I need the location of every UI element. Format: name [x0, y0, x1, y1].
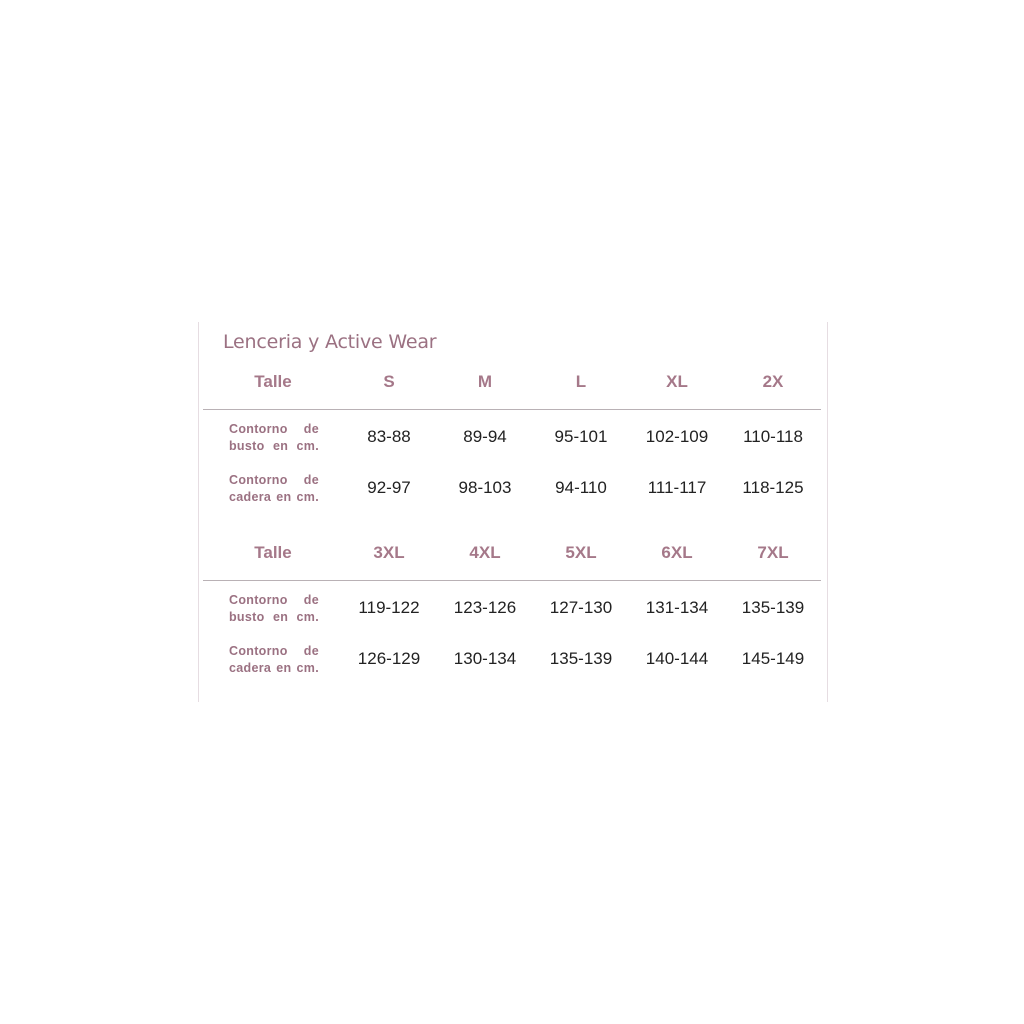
- table-cell: 110-118: [743, 427, 803, 446]
- row-label-line: busto en cm.: [229, 610, 319, 624]
- table-cell: 140-144: [645, 649, 709, 668]
- table-cell: 135-139: [549, 649, 613, 668]
- table-cell: 131-134: [645, 598, 709, 617]
- header-divider: [203, 580, 821, 581]
- size-table-1: [203, 370, 821, 521]
- header-size: 3XL: [373, 543, 405, 562]
- table-cell: 123-126: [453, 598, 517, 617]
- table-cell: 95-101: [554, 427, 608, 446]
- table-cell: 118-125: [742, 478, 804, 497]
- chart-title: Lenceria y Active Wear: [223, 331, 437, 353]
- header-size: S: [383, 372, 395, 391]
- header-talle: Talle: [254, 543, 292, 562]
- table-cell: 145-149: [741, 649, 805, 668]
- table-row: [203, 590, 821, 641]
- table-cell: 135-139: [741, 598, 805, 617]
- row-label: [229, 472, 319, 506]
- table-header-row: [203, 370, 821, 409]
- table-row: [203, 641, 821, 692]
- row-label-line: Contorno de: [229, 644, 319, 658]
- table-header-row: [203, 541, 821, 580]
- table-cell: 126-129: [357, 649, 421, 668]
- table-cell: 98-103: [458, 478, 512, 497]
- row-label: [229, 592, 319, 626]
- table-cell: 94-110: [555, 478, 607, 497]
- row-label: [229, 643, 319, 677]
- table-cell: 119-122: [358, 598, 420, 617]
- header-size: L: [575, 372, 587, 391]
- header-size: 5XL: [565, 543, 597, 562]
- table-cell: 92-97: [367, 478, 411, 497]
- table-row: [203, 419, 821, 470]
- table-cell: 111-117: [647, 478, 707, 497]
- table-cell: 130-134: [453, 649, 517, 668]
- header-divider: [203, 409, 821, 410]
- size-chart-card: [198, 322, 828, 702]
- row-label-line: cadera en cm.: [229, 490, 319, 504]
- table-cell: 102-109: [645, 427, 709, 446]
- header-size: 4XL: [469, 543, 501, 562]
- size-table-2: [203, 541, 821, 692]
- row-label-line: busto en cm.: [229, 439, 319, 453]
- table-cell: 83-88: [367, 427, 411, 446]
- table-cell: 127-130: [549, 598, 613, 617]
- header-size: M: [477, 372, 493, 391]
- row-label-line: Contorno de: [229, 593, 319, 607]
- header-size: 2X: [762, 372, 784, 391]
- row-label-line: Contorno de: [229, 422, 319, 436]
- header-size: 6XL: [661, 543, 693, 562]
- row-label: [229, 421, 319, 455]
- row-label-line: cadera en cm.: [229, 661, 319, 675]
- header-size: XL: [666, 372, 688, 391]
- table-cell: 89-94: [463, 427, 507, 446]
- table-row: [203, 470, 821, 521]
- row-label-line: Contorno de: [229, 473, 319, 487]
- header-size: 7XL: [757, 543, 789, 562]
- header-talle: Talle: [254, 372, 292, 391]
